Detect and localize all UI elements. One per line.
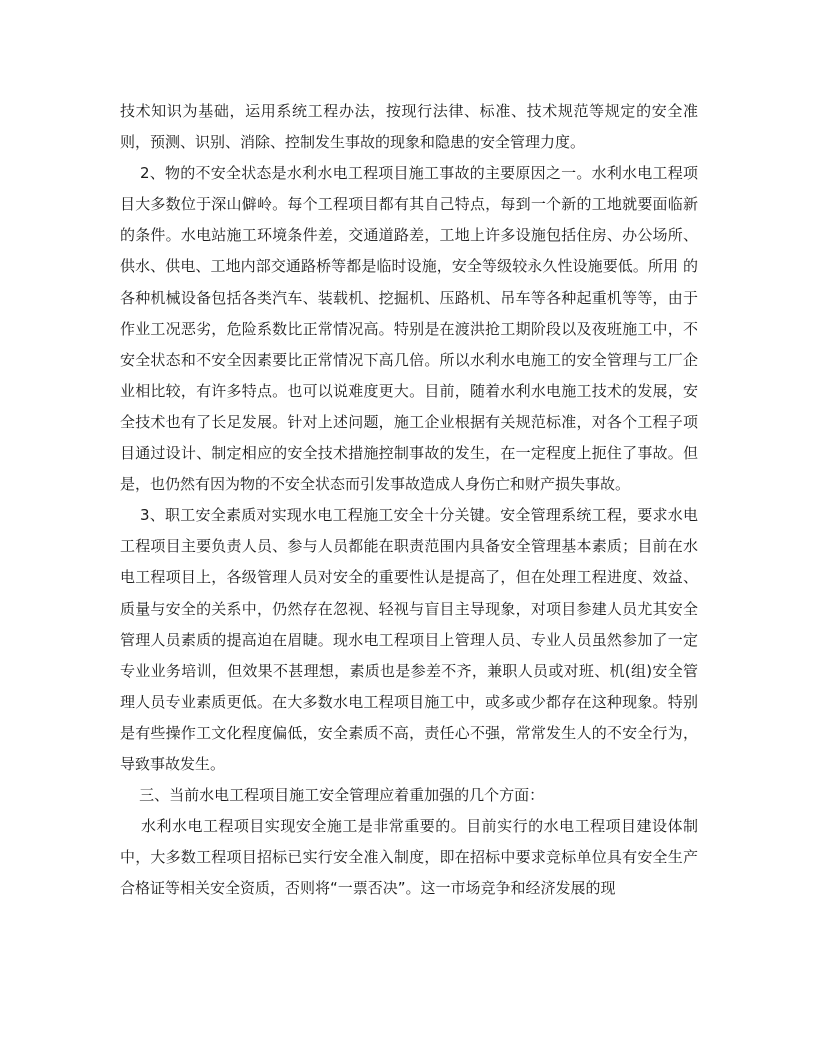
paragraph-safe-construction-importance: 水利水电工程项目实现安全施工是非常重要的。目前实行的水电工程项目建设体制中，大多数工程项目招标已实行安全准入制度，即在招标中要求竞标单位具有安全生产合格证等相关安全资质，否则将“一票否决”。这一市场竞争和经济发展的现 — [120, 817, 698, 898]
section-heading-three: 三、当前水电工程项目施工安全管理应着重加强的几个方面： — [120, 786, 545, 805]
paragraph-unsafe-state-of-objects: 2、物的不安全状态是水利水电工程项目施工事故的主要原因之一。水利水电工程项目大多数位于深山僻岭。每个工程项目都有其自己特点，每到一个新的工地就要面临新的条件。水电站施工环境条件差，交通道路差，工地上许多设施包括住房、办公场所、供水、供电、工地内部交通路桥等都是临时设施，安全等级较永久性设施要低。所用 的各种机械设备包括各类汽车、装载机、挖掘机、压路机、吊车等各种起重机等等，由于作业工况恶劣，危险系数比正常情况高。特别是在渡洪抢工期阶段以及夜班施工中，不安全状态和不安全因素要比正常情况下高几倍。所以水利水电施工的安全管理与工厂企业相比较，有许多特点。也可以说难度更大。目前，随着水利水电施工技术的发展，安全技术也有了长足发展。针对上述问题，施工企业根据有关规范标准，对各个工程子项目通过设计、制定相应的安全技术措施控制事故的发生，在一定程度上扼住了事故。但是，也仍然有因为物的不安全状态而引发事故造成人身伤亡和财产损失事故。 — [120, 164, 698, 494]
document-page — [120, 96, 698, 904]
paragraph-staff-safety-quality: 3、职工安全素质对实现水电工程施工安全十分关键。安全管理系统工程，要求水电工程项目主要负责人员、参与人员都能在职责范围内具备安全管理基本素质；目前在水电工程项目上，各级管理人员对安全的重要性认是提高了，但在处理工程进度、效益、质量与安全的关系中，仍然存在忽视、轻视与盲目主导现象，对项目参建人员尤其安全管理人员素质的提高迫在眉睫。现水电工程项目上管理人员、专业人员虽然参加了一定专业业务培训，但效果不甚理想，素质也是参差不齐，兼职人员或对班、机(组)安全管理人员专业素质更低。在大多数水电工程项目施工中，或多或少都存在这种现象。特别是有些操作工文化程度偏低，安全素质不高，责任心不强，常常发生人的不安全行为，导致事故发生。 — [120, 506, 698, 773]
paragraph-safety-management-intro: 技术知识为基础，运用系统工程办法，按现行法律、标准、技术规范等规定的安全准则，预测、识别、消除、控制发生事故的现象和隐患的安全管理力度。 — [120, 102, 698, 152]
